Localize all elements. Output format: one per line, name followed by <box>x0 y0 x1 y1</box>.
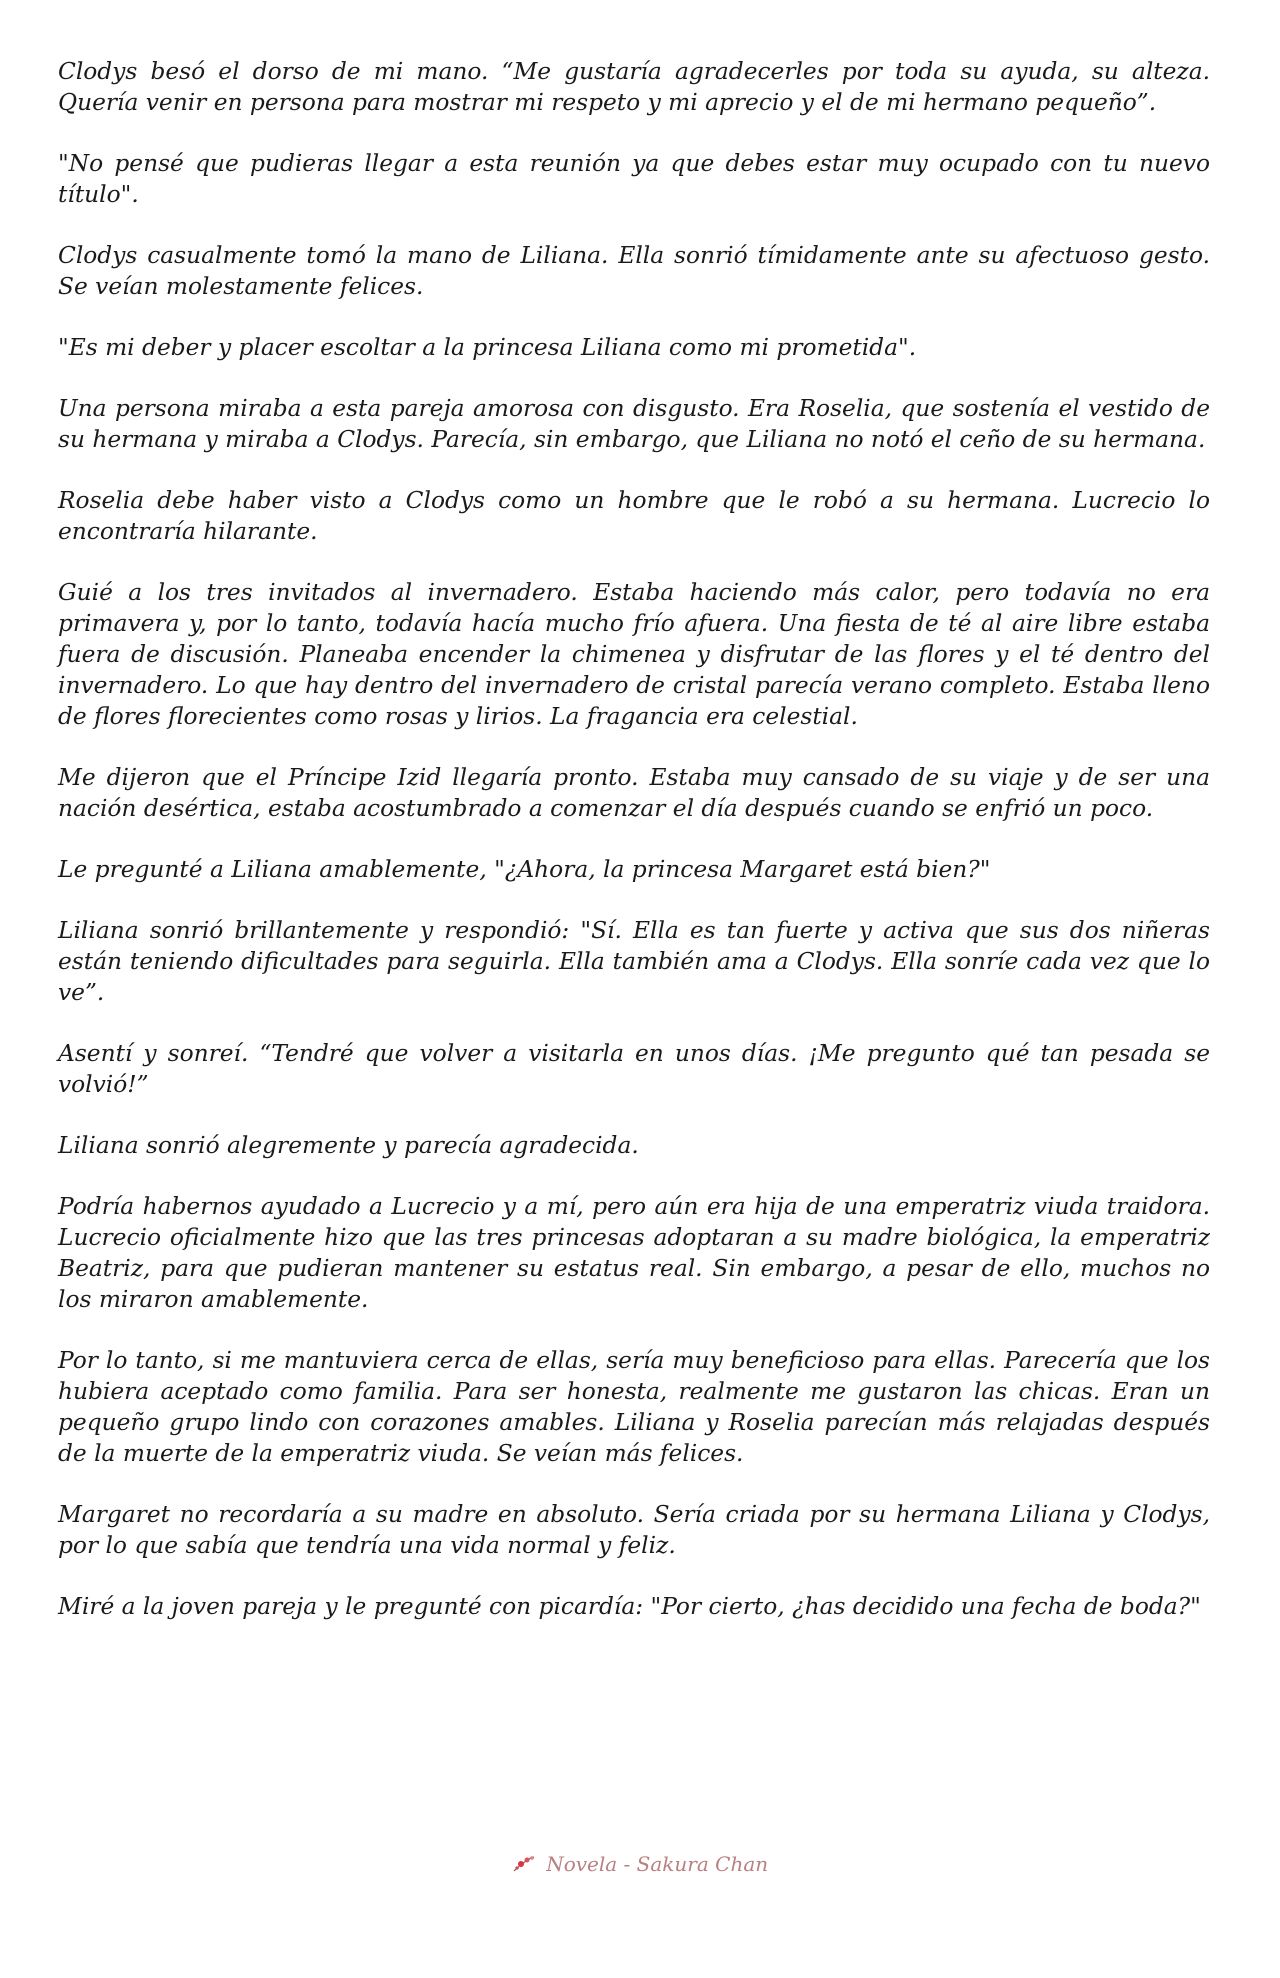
paragraph: Miré a la joven pareja y le pregunté con picardía: "Por cierto, ¿has decidido una fecha de boda?" <box>58 1593 1201 1620</box>
paragraph: Clodys casualmente tomó la mano de Liliana. Ella sonrió tímidamente ante su afectuoso gesto. Se veían molestamente felices. <box>58 242 1210 300</box>
paragraph: Le pregunté a Liliana amablemente, "¿Ahora, la princesa Margaret está bien?" <box>58 856 991 883</box>
paragraph: Me dijeron que el Príncipe Izid llegaría pronto. Estaba muy cansado de su viaje y de ser una nación desértica, estaba acostumbrado a comenzar el día después cuando se enfrió un poco. <box>58 764 1210 822</box>
paragraph: Asentí y sonreí. “Tendré que volver a visitarla en unos días. ¡Me pregunto qué tan pesada se volvió!” <box>58 1040 1210 1098</box>
paragraph: Guié a los tres invitados al invernadero. Estaba haciendo más calor, pero todavía no era primavera y, por lo tanto, todavía hacía mucho frío afuera. Una fiesta de té al aire libre estaba fuera de discusión. Planeaba encender la chimenea y disfrutar de las flores y el té dentro del invernadero. Lo que hay dentro del invernadero de cristal parecía verano completo. Estaba lleno de flores florecientes como rosas y lirios. La fragancia era celestial. <box>58 579 1210 730</box>
paragraph: "Es mi deber y placer escoltar a la princesa Liliana como mi prometida". <box>58 334 917 361</box>
paragraph: Roselia debe haber visto a Clodys como un hombre que le robó a su hermana. Lucrecio lo encontraría hilarante. <box>58 487 1210 545</box>
paragraph: Clodys besó el dorso de mi mano. “Me gustaría agradecerles por toda su ayuda, su alteza. Quería venir en persona para mostrar mi respeto y mi aprecio y el de mi hermano pequeño”. <box>58 58 1210 116</box>
paragraph: Por lo tanto, si me mantuviera cerca de ellas, sería muy beneficioso para ellas. Parecería que los hubiera aceptado como familia. Para ser honesta, realmente me gustaron las chicas. Eran un pequeño grupo lindo con corazones amables. Liliana y Roselia parecían más relajadas después de la muerte de la emperatriz viuda. Se veían más felices. <box>58 1347 1210 1467</box>
paragraph: Liliana sonrió brillantemente y respondió: "Sí. Ella es tan fuerte y activa que sus dos niñeras están teniendo dificultades para seguirla. Ella también ama a Clodys. Ella sonríe cada vez que lo ve”. <box>58 917 1210 1006</box>
paragraph: "No pensé que pudieras llegar a esta reunión ya que debes estar muy ocupado con tu nuevo título". <box>58 150 1210 208</box>
paragraph: Margaret no recordaría a su madre en absoluto. Sería criada por su hermana Liliana y Clodys, por lo que sabía que tendría una vida normal y feliz. <box>58 1501 1210 1559</box>
document-body <box>58 56 1210 1652</box>
flower-icon <box>512 1854 536 1872</box>
paragraph: Liliana sonrió alegremente y parecía agradecida. <box>58 1132 639 1159</box>
paragraph: Una persona miraba a esta pareja amorosa con disgusto. Era Roselia, que sostenía el vestido de su hermana y miraba a Clodys. Parecía, sin embargo, que Liliana no notó el ceño de su hermana. <box>58 395 1210 453</box>
paragraph: Podría habernos ayudado a Lucrecio y a mí, pero aún era hija de una emperatriz viuda traidora. Lucrecio oficialmente hizo que las tres princesas adoptaran a su madre biológica, la emperatriz Beatriz, para que pudieran mantener su estatus real. Sin embargo, a pesar de ello, muchos no los miraron amablemente. <box>58 1193 1210 1313</box>
footer-watermark <box>0 1852 1280 1876</box>
footer-text: Novela - Sakura Chan <box>546 1852 769 1876</box>
